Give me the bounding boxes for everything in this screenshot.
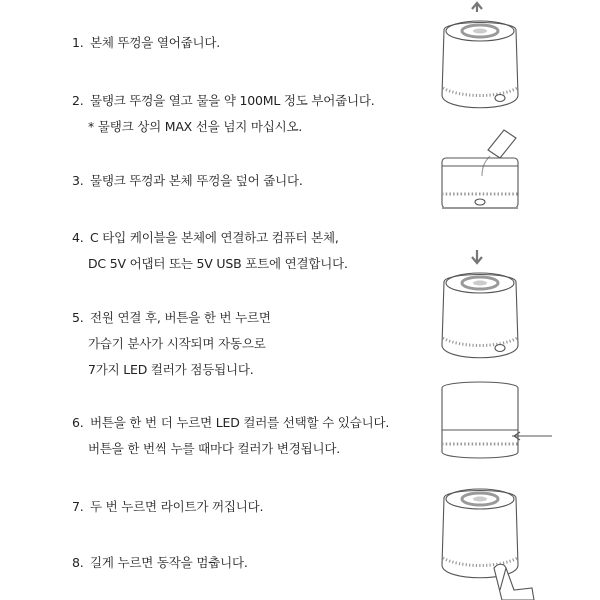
- step-7: [72, 494, 263, 520]
- step-number: 2.: [72, 93, 84, 108]
- illustrations-column: [420, 0, 600, 600]
- humidifier-lid-open-icon: [442, 3, 518, 108]
- step-text: 물탱크 뚜껑을 열고 물을 약 100ML 정도 부어줍니다.: [90, 93, 375, 108]
- step-text: 길게 누르면 동작을 멈춥니다.: [90, 555, 248, 570]
- step-6: [72, 410, 389, 462]
- step-number: 8.: [72, 555, 84, 570]
- step-text: 버튼을 한 번씩 누를 때마다 컬러가 변경됩니다.: [88, 441, 341, 456]
- step-text: C 타입 케이블을 본체에 연결하고 컴퓨터 본체,: [90, 230, 339, 245]
- step-text: 두 번 누르면 라이트가 꺼집니다.: [90, 499, 264, 514]
- step-number: 1.: [72, 35, 84, 50]
- finger-press-icon: [494, 564, 534, 600]
- step-text: 가습기 분사가 시작되며 자동으로: [88, 336, 266, 351]
- step-3: [72, 168, 303, 194]
- step-text: DC 5V 어댑터 또는 5V USB 포트에 연결합니다.: [88, 256, 348, 271]
- step-number: 3.: [72, 173, 84, 188]
- step-4: [72, 225, 348, 277]
- step-8: [72, 550, 248, 576]
- step-1: [72, 30, 220, 56]
- step-2: [72, 88, 375, 140]
- step-text: 7가지 LED 컬러가 점등됩니다.: [88, 362, 254, 377]
- step-number: 4.: [72, 230, 84, 245]
- step-text: 물탱크 뚜껑과 본체 뚜껑을 덮어 줍니다.: [90, 173, 303, 188]
- step-text: 버튼을 한 번 더 누르면 LED 컬러를 선택할 수 있습니다.: [90, 415, 390, 430]
- water-pour-icon: [442, 130, 518, 208]
- step-text: 전원 연결 후, 버튼을 한 번 누르면: [90, 310, 271, 325]
- step-note: * 물탱크 상의 MAX 선을 넘지 마십시오.: [88, 119, 303, 134]
- cable-connect-icon: [442, 382, 552, 458]
- step-number: 6.: [72, 415, 84, 430]
- step-text: 본체 뚜껑을 열어줍니다.: [90, 35, 221, 50]
- step-number: 7.: [72, 499, 84, 514]
- step-number: 5.: [72, 310, 84, 325]
- humidifier-icon: [442, 489, 518, 578]
- step-5: [72, 305, 271, 383]
- humidifier-lid-close-icon: [442, 250, 518, 358]
